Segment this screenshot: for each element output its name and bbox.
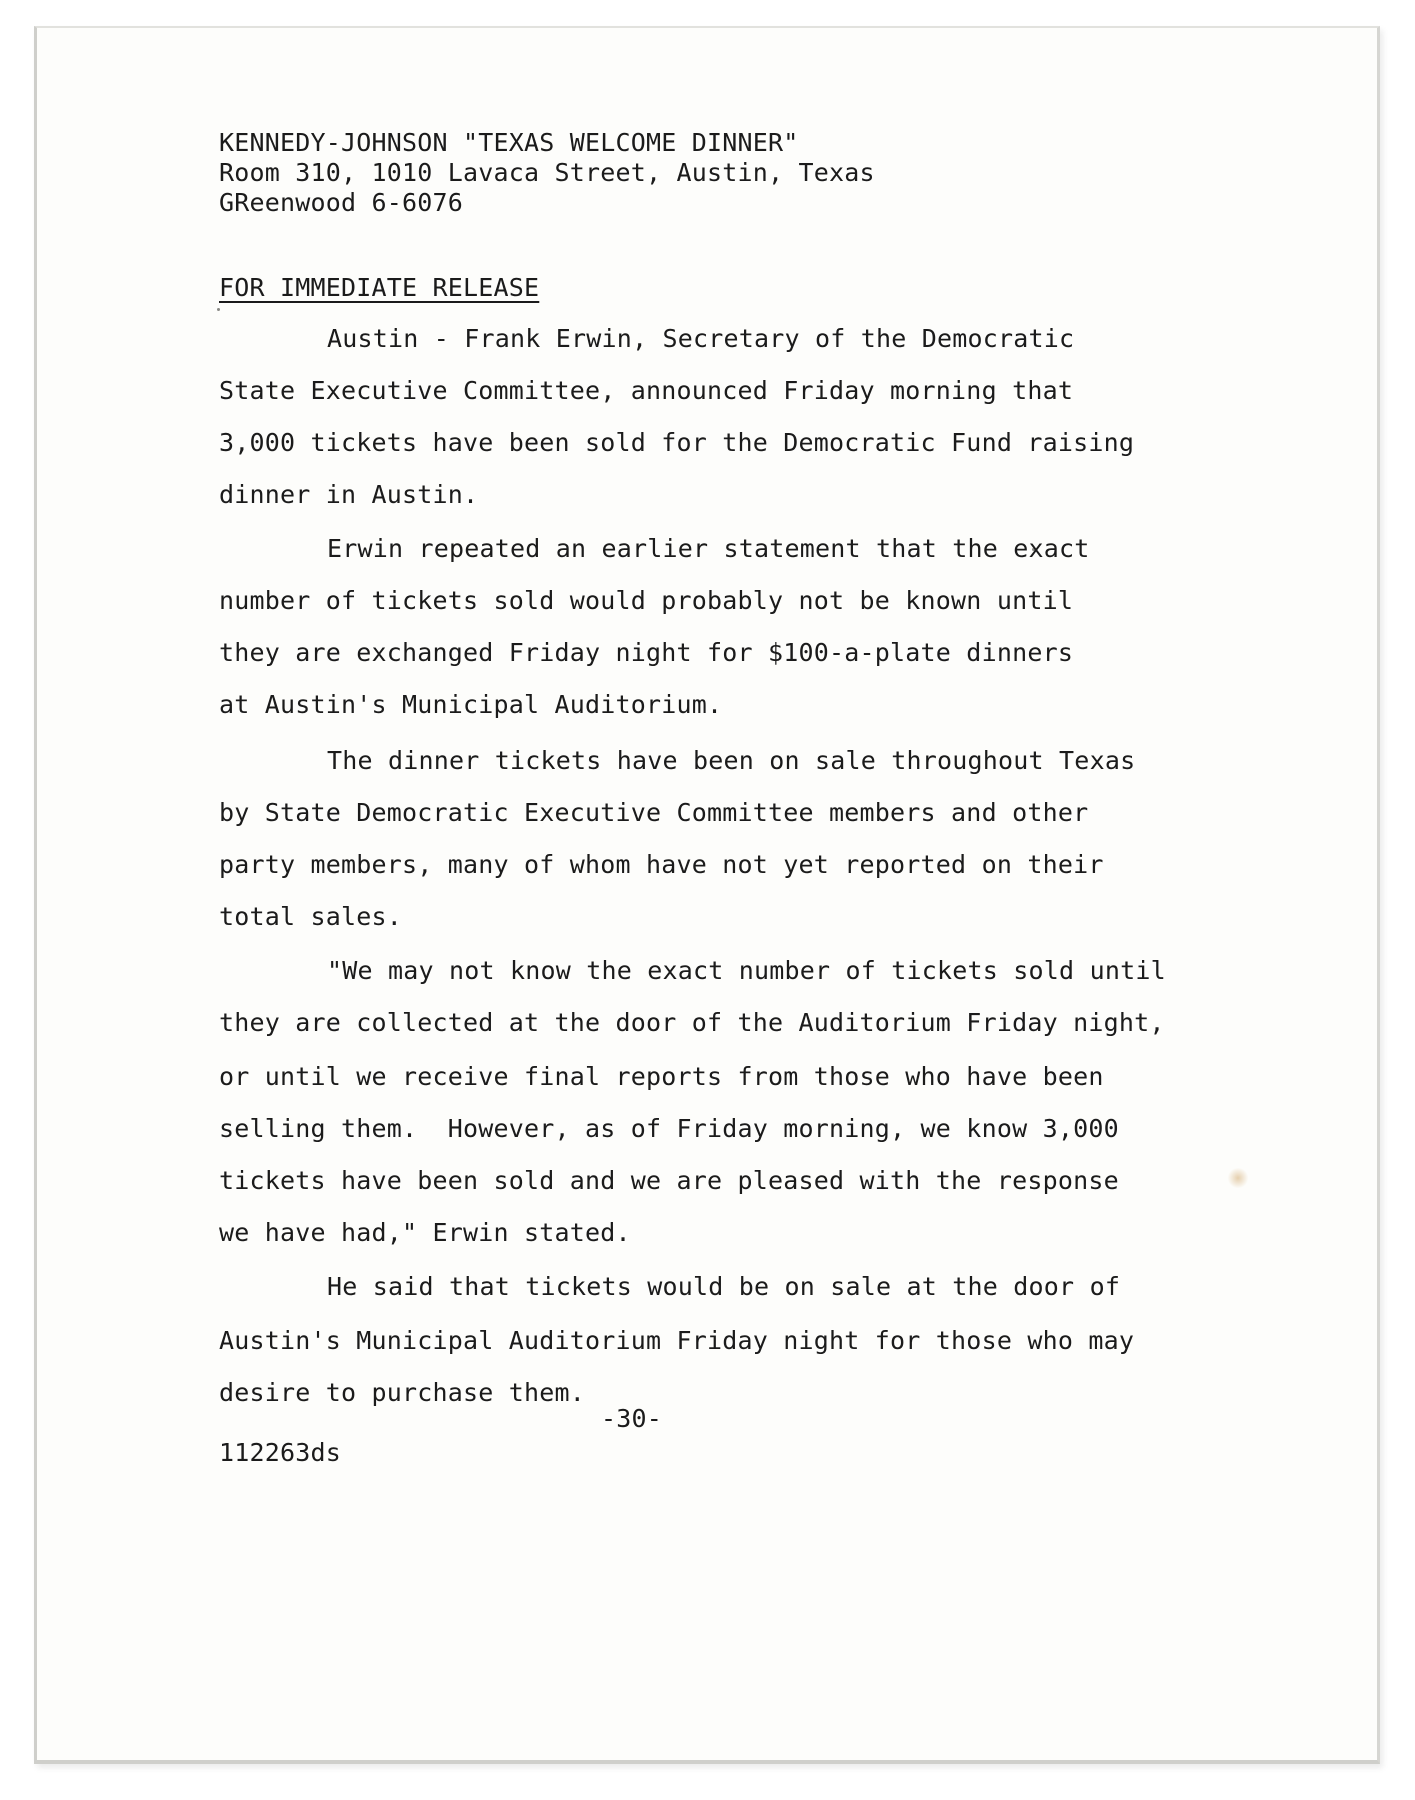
speck [217,308,220,311]
body-line: He said that tickets would be on sale at the door of [327,1272,1121,1301]
body-line: or until we receive final reports from those who have been [219,1062,1104,1091]
body-line: Austin - Frank Erwin, Secretary of the Democratic [327,324,1075,353]
body-line: The dinner tickets have been on sale throughout Texas [327,746,1136,775]
body-line: by State Democratic Executive Committee members and other [219,798,1089,827]
body-line: they are collected at the door of the Auditorium Friday night, [219,1008,1165,1037]
body-line: Erwin repeated an earlier statement that the exact [327,534,1090,563]
body-line: "We may not know the exact number of tickets sold until [327,956,1166,985]
body-line: total sales. [219,902,403,931]
letterhead-line-2: Room 310, 1010 Lavaca Street, Austin, Texas [219,158,875,187]
release-label: FOR IMMEDIATE RELEASE [219,273,540,302]
paper-stain [1227,1168,1249,1188]
body-line: 3,000 tickets have been sold for the Democratic Fund raising [219,428,1135,457]
body-line: at Austin's Municipal Auditorium. [219,690,723,719]
body-line: tickets have been sold and we are pleased with the response [219,1166,1119,1195]
end-mark: -30- [601,1404,663,1433]
body-line: desire to purchase them. [219,1378,586,1407]
body-line: number of tickets sold would probably not be known until [219,586,1074,615]
document-code: 112263ds [219,1438,342,1467]
letterhead-line-1: KENNEDY-JOHNSON "TEXAS WELCOME DINNER" [219,128,799,157]
body-line: dinner in Austin. [219,480,479,509]
body-line: they are exchanged Friday night for $100-a-plate dinners [219,638,1074,667]
body-line: Austin's Municipal Auditorium Friday night for those who may [219,1326,1135,1355]
body-line: selling them. However, as of Friday morning, we know 3,000 [219,1114,1119,1143]
body-line: State Executive Committee, announced Friday morning that [219,376,1074,405]
body-line: we have had," Erwin stated. [219,1218,631,1247]
body-line: party members, many of whom have not yet reported on their [219,850,1104,879]
letterhead-line-3: GReenwood 6-6076 [219,188,464,217]
letterhead [219,128,875,218]
document-page [34,26,1380,1764]
